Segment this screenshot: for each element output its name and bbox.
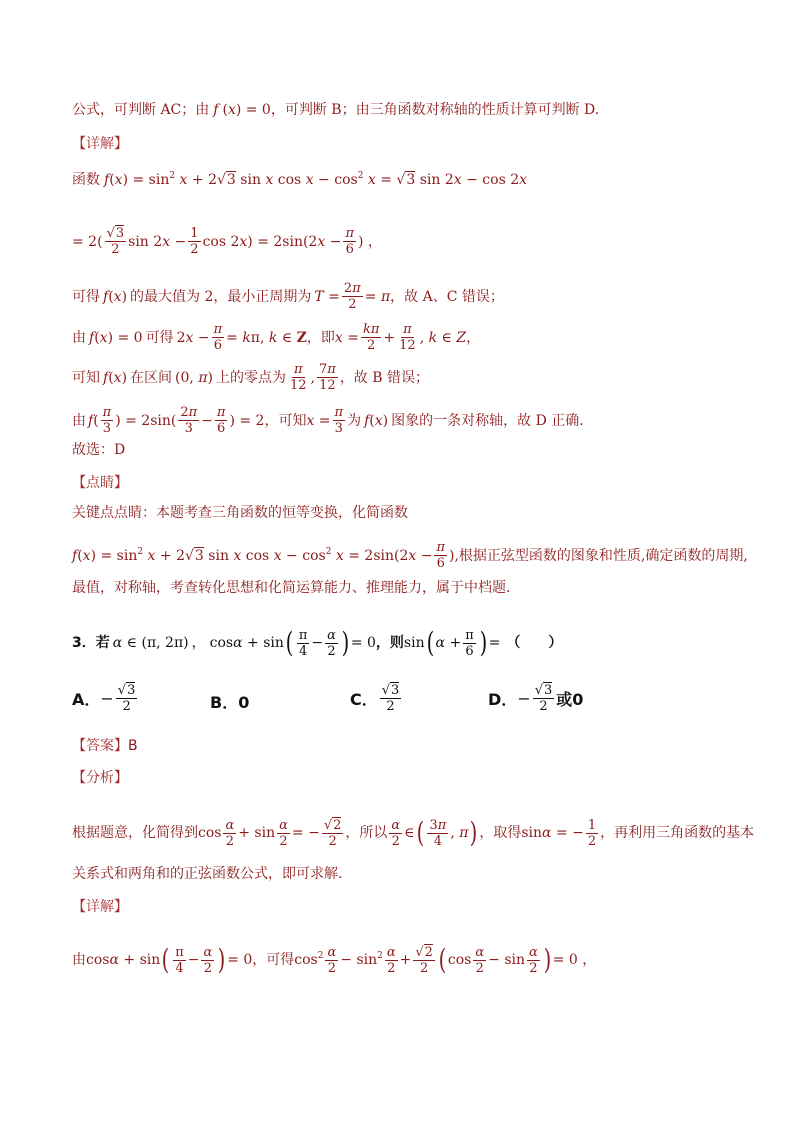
fraction: $\frac{\alpha}{2}$ bbox=[475, 944, 485, 976]
math: cosα + sin bbox=[86, 952, 161, 968]
text-line: 关键点点睛：本题考查三角函数的恒等变换，化简函数 bbox=[72, 505, 408, 521]
math: f(x) bbox=[103, 288, 128, 305]
text: 由 bbox=[72, 329, 86, 346]
text: ,根据正弦型函数的图象和性质,确定函数的周期, bbox=[454, 547, 748, 564]
text-line bbox=[72, 100, 754, 120]
fraction: $\frac{k\pi}{2}$ bbox=[362, 322, 380, 353]
text-line bbox=[72, 362, 754, 393]
math: f(x) bbox=[103, 369, 128, 386]
text: 公式，可判断 AC；由 bbox=[72, 102, 210, 118]
formula: $f(x) = \sin^2 x + 2√3$ sin x $\cos x - \cos^2 x = √3$ sin 2x − cos 2x bbox=[104, 171, 528, 188]
fraction: $\frac{√3}{2}$ bbox=[117, 683, 136, 714]
text: ，取得 bbox=[479, 825, 522, 841]
fraction: $\frac{\alpha}{2}$ bbox=[327, 627, 336, 659]
math: T = bbox=[314, 288, 340, 305]
math: f bbox=[213, 102, 219, 118]
math: cos bbox=[447, 952, 472, 968]
math: f(x) = 0 bbox=[89, 329, 143, 346]
text: ，再利用三角函数的基本 bbox=[600, 825, 755, 841]
fraction: $\frac{\alpha}{2}$ bbox=[529, 944, 538, 976]
math: = 0 bbox=[227, 952, 253, 968]
fraction: $\frac{7\pi}{12}$ bbox=[318, 362, 336, 393]
answer-line bbox=[72, 736, 754, 756]
text: 在区间 bbox=[130, 369, 173, 386]
text: 由 bbox=[72, 412, 86, 429]
math: ) = 2 bbox=[229, 412, 265, 429]
section-heading: 【点睛】 bbox=[72, 475, 128, 491]
text: 由 bbox=[72, 952, 86, 968]
math: = − bbox=[291, 825, 320, 841]
fraction: $\frac{\alpha}{2}$ bbox=[203, 944, 213, 976]
text-line bbox=[72, 322, 754, 353]
math: x = bbox=[334, 329, 359, 346]
text: 为 bbox=[347, 412, 362, 429]
fraction: $\frac{\pi}{6}$ bbox=[213, 322, 223, 353]
math: = 0 bbox=[350, 635, 376, 651]
text: ，则 bbox=[375, 635, 404, 651]
text-line bbox=[72, 170, 754, 190]
text-line: 故选：D bbox=[72, 442, 126, 458]
text: 可知 bbox=[72, 369, 100, 386]
option-c: C． $\frac{√3}{2}$ bbox=[350, 683, 400, 714]
formula-line: = 2( $\frac{√3}{2}$ sin 2x − $\frac{1}{2}$ cos 2x) = 2sin(2x − $\frac{\pi}{6}$ ) ， bbox=[72, 226, 382, 257]
question-3: 3．若 α ∈ (π, 2π) ， cosα + sin ( $\frac{\pi}{4}$ − $\frac{\alpha}{2}$ ) = 0 ，则 sin ( α + $\frac{\pi}{6}$ ) = （ ） bbox=[72, 626, 563, 659]
math: sinα = − bbox=[521, 825, 584, 841]
text: 可得 bbox=[145, 329, 174, 346]
section-heading: 【详解】 bbox=[72, 136, 128, 152]
text: ，所以 bbox=[345, 825, 388, 841]
option-d: D． − $\frac{√3}{2}$ 或0 bbox=[488, 683, 584, 714]
fraction: $\frac{2\pi}{2}$ bbox=[343, 281, 361, 312]
section-heading: 【分析】 bbox=[72, 770, 128, 786]
question-number: 3．若 bbox=[72, 635, 110, 651]
math: + bbox=[399, 952, 412, 968]
text: ，可得 bbox=[252, 952, 295, 968]
fraction: $\frac{\pi}{3}$ bbox=[334, 405, 344, 436]
text: 根据题意，化简得到 bbox=[72, 825, 198, 841]
math: , k ∈ Z bbox=[419, 329, 467, 346]
section-heading: 【详解】 bbox=[72, 899, 128, 915]
math: α ∈ (π, 2π) bbox=[112, 635, 189, 651]
text-line: 由 cosα + sin ( $\frac{\pi}{4}$ − $\frac{\alpha}{2}$ ) = 0 ，可得 $\cos^2$ $\frac{\alpha}{2}$ − $\sin^2$ $\frac{\alpha}{2}$ + $\frac{√2}{2}$ ( cos $\frac{\alpha}{2}$ − sin $\frac{\alpha}{2}$ ) = 0 ， bbox=[72, 943, 597, 976]
fraction: $\frac{3\pi}{4}$ bbox=[429, 817, 447, 849]
answer-value: B bbox=[128, 738, 138, 754]
text: 的最大值为 2，最小正周期为 bbox=[130, 288, 312, 305]
math: x = bbox=[306, 412, 331, 429]
text: ，可判断 B；由三角函数对称轴的性质计算可判断 D. bbox=[270, 102, 600, 118]
math: ) = 0 bbox=[235, 102, 271, 118]
text: 上的零点为 bbox=[215, 369, 286, 386]
text: 函数 bbox=[72, 172, 100, 188]
math: cosα + sin bbox=[209, 635, 284, 651]
fraction: $\frac{1}{2}$ bbox=[587, 817, 597, 849]
fraction: $\frac{\pi}{4}$ bbox=[175, 944, 184, 976]
fraction: $\frac{\alpha}{2}$ bbox=[279, 817, 288, 849]
option-a: A． − $\frac{√3}{2}$ bbox=[72, 683, 136, 714]
fraction: $\frac{\pi}{6}$ bbox=[436, 540, 446, 571]
text: ，故 A、C 错误； bbox=[390, 288, 504, 305]
math: 2x − bbox=[176, 329, 210, 346]
text: ，可知 bbox=[264, 412, 307, 429]
math: = bbox=[488, 635, 501, 651]
fraction: $\frac{\alpha}{2}$ bbox=[386, 944, 396, 976]
math: ) = 2sin( bbox=[115, 412, 177, 429]
formula-line: $f(x) = \sin^2 x + 2√3$ sin x $\cos x - \cos^2 x = 2\sin(2x$ − $\frac{\pi}{6}$ ) ,根据正弦型函数的图象和性质,确定函数的周期, bbox=[72, 540, 748, 571]
math: , bbox=[310, 369, 315, 386]
math: $\cos^2$ bbox=[294, 951, 324, 968]
math: − $\sin^2$ bbox=[340, 951, 383, 968]
fraction: $\frac{\pi}{4}$ bbox=[298, 627, 308, 659]
math: x bbox=[227, 102, 236, 118]
fraction: $\frac{\pi}{12}$ bbox=[399, 322, 416, 353]
answer-label: 【答案】 bbox=[72, 738, 128, 754]
text: 可得 bbox=[72, 288, 100, 305]
formula: $f(x) = \sin^2 x + 2√3$ sin x $\cos x - \cos^2 x = 2\sin(2x$ − bbox=[72, 546, 433, 564]
fraction: $\frac{2\pi}{3}$ bbox=[180, 405, 198, 436]
fraction: $\frac{\alpha}{2}$ bbox=[225, 817, 235, 849]
text: 图象的一条对称轴，故 D 正确. bbox=[391, 412, 584, 429]
formula: = 2( bbox=[72, 233, 103, 250]
math: f(x) bbox=[364, 412, 389, 429]
text: ， bbox=[466, 329, 481, 346]
text-line: 由 f ( $\frac{\pi}{3}$ ) = 2sin( $\frac{2\pi}{3}$ − $\frac{\pi}{6}$ ) = 2 ，可知 x = $\frac{\pi}{3}$ 为 f(x) 图象的一条对称轴，故 D 正确. bbox=[72, 405, 584, 436]
math: sin bbox=[403, 635, 425, 651]
option-b: B．0 bbox=[210, 693, 250, 712]
fraction: $\frac{√3}{2}$ bbox=[534, 683, 553, 714]
math: α + bbox=[435, 635, 462, 651]
text: （ ） bbox=[506, 635, 563, 651]
fraction: $\frac{1}{2}$ bbox=[190, 226, 199, 257]
math: = kπ, k ∈ Z bbox=[226, 329, 307, 346]
math: − sin bbox=[488, 952, 525, 968]
fraction: $\frac{√3}{2}$ bbox=[106, 226, 125, 257]
math: cos bbox=[198, 825, 222, 841]
fraction: $\frac{\alpha}{2}$ bbox=[391, 817, 401, 849]
fraction: $\frac{\pi}{6}$ bbox=[216, 405, 226, 436]
fraction: $\frac{√2}{2}$ bbox=[323, 817, 342, 849]
text-line: 最值，对称轴，考查转化思想和化简运算能力、推理能力，属于中档题. bbox=[72, 580, 511, 596]
math: ∈ bbox=[404, 825, 415, 841]
math: , π bbox=[450, 825, 469, 841]
math: (0, π) bbox=[175, 369, 213, 386]
math: + sin bbox=[238, 825, 276, 841]
text-line: 根据题意，化简得到 cos $\frac{\alpha}{2}$ + sin $\frac{\alpha}{2}$ = − $\frac{√2}{2}$ ，所以 $\frac{\alpha}{2}$ ∈ ( $\frac{3\pi}{4}$ , π ) ，取得 sinα = − $\frac{1}{2}$ ，再利用三角函数的基本 bbox=[72, 816, 755, 849]
fraction: $\frac{\alpha}{2}$ bbox=[327, 944, 337, 976]
fraction: $\frac{\pi}{6}$ bbox=[345, 226, 354, 257]
fraction: $\frac{√2}{2}$ bbox=[415, 944, 433, 976]
math: = π bbox=[364, 288, 391, 305]
fraction: $\frac{\pi}{3}$ bbox=[102, 405, 112, 436]
fraction: $\frac{\pi}{6}$ bbox=[465, 627, 474, 659]
math: = 0 ， bbox=[552, 952, 597, 968]
math: + bbox=[383, 329, 396, 346]
text-line: 关系式和两角和的正弦函数公式，即可求解. bbox=[72, 866, 343, 882]
text: ，故 B 错误； bbox=[339, 369, 430, 386]
math: ( bbox=[222, 102, 228, 118]
text-line bbox=[72, 281, 754, 312]
text: ，即 bbox=[306, 329, 335, 346]
fraction: $\frac{√3}{2}$ bbox=[381, 683, 400, 714]
fraction: $\frac{\pi}{12}$ bbox=[289, 362, 307, 393]
